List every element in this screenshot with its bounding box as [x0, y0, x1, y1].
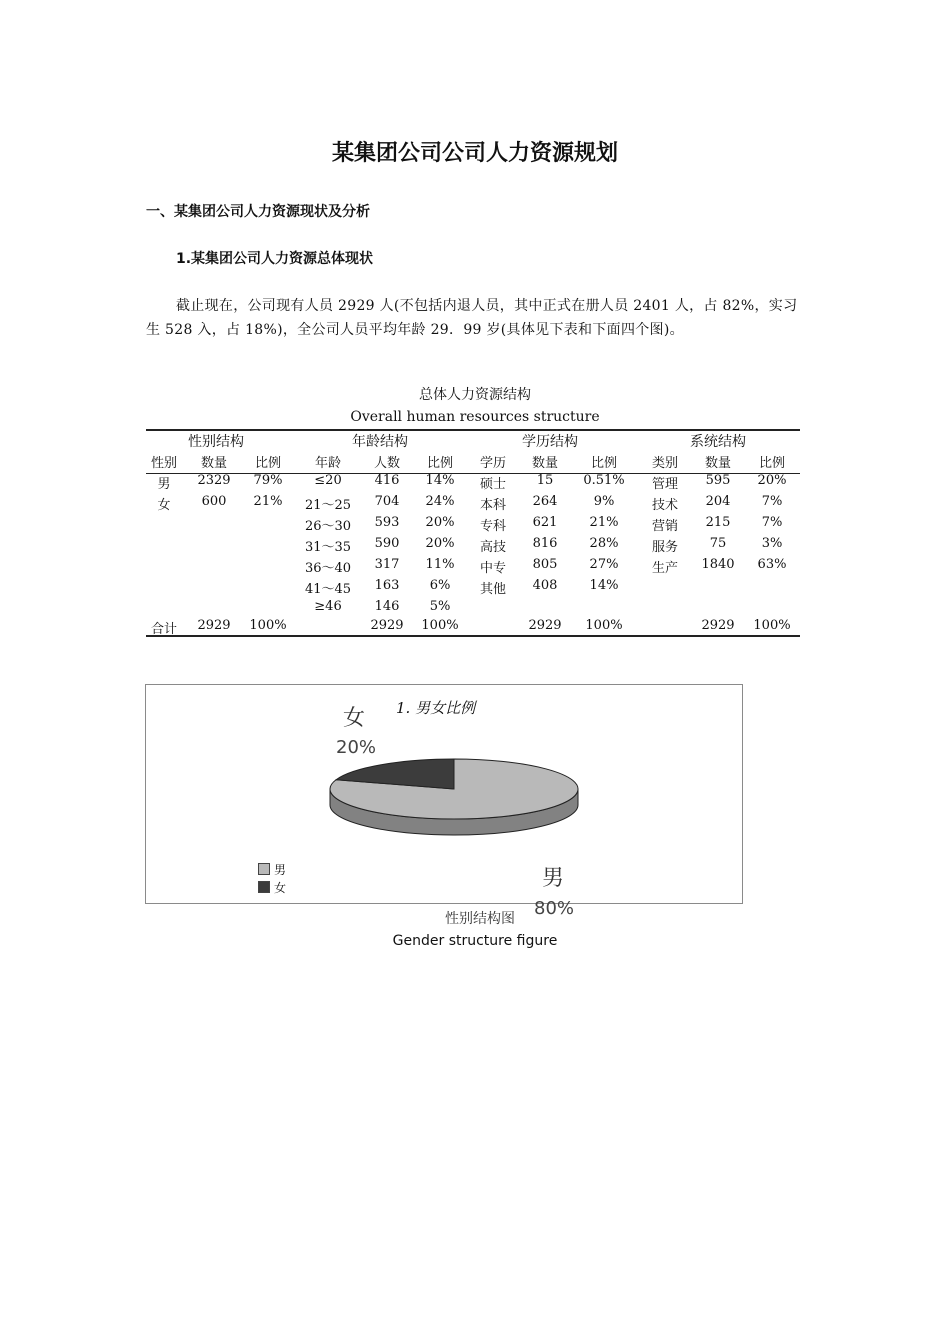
page-title: 某集团公司公司人力资源规划 [331, 141, 618, 166]
table-cell: 服务 [651, 540, 678, 555]
table-cell: 21% [253, 494, 283, 509]
table-group-header: 学历结构 [522, 434, 578, 450]
table-cell: 6% [429, 578, 451, 593]
table-total-cell: 合计 [150, 622, 177, 637]
male-label: 男 [542, 866, 565, 891]
table-cell: 15 [536, 473, 554, 488]
legend-item-female: 女 [258, 879, 286, 897]
table-cell: 146 [374, 599, 400, 614]
table-total-cell: 2929 [370, 618, 404, 633]
table-cell: 215 [705, 515, 731, 530]
pie-graphic [146, 685, 742, 903]
table-cell: 专科 [479, 519, 506, 534]
table-cell: 硕士 [479, 477, 506, 492]
section-heading: 一、某集团公司人力资源现状及分析 [146, 204, 370, 220]
table-cell: 营销 [651, 519, 678, 534]
table-cell: 63% [757, 557, 787, 572]
figure-caption-cn: 性别结构图 [445, 911, 515, 927]
table-cell: ≥46 [314, 599, 342, 614]
table-cell: 7% [761, 494, 783, 509]
table-column-header: 数量 [531, 456, 558, 471]
figure-caption-en: Gender structure figure [392, 933, 558, 949]
table-cell: 9% [593, 494, 615, 509]
table-column-header: 性别 [150, 456, 177, 471]
male-percent: 80% [534, 898, 575, 919]
table-total-cell: 2929 [528, 618, 562, 633]
chart-title: 1. 男女比例 [396, 699, 476, 717]
table-cell: 317 [374, 557, 400, 572]
table-total-cell: 100% [249, 618, 287, 633]
table-cell: 2329 [197, 473, 231, 488]
table-cell: ≤20 [314, 473, 342, 488]
table-cell: 3% [761, 536, 783, 551]
table-caption-en: Overall human resources structure [350, 409, 600, 425]
table-column-header: 类别 [651, 456, 678, 471]
table-cell: 41～45 [304, 582, 352, 597]
table-column-header: 人数 [373, 456, 400, 471]
table-column-header: 年龄 [314, 456, 341, 471]
table-cell: 女 [157, 498, 171, 513]
table-column-header: 学历 [479, 456, 506, 471]
table-cell: 本科 [479, 498, 506, 513]
table-cell: 28% [589, 536, 619, 551]
table-cell: 75 [709, 536, 727, 551]
table-cell: 11% [425, 557, 455, 572]
female-percent: 20% [336, 737, 377, 758]
table-cell: 管理 [651, 477, 678, 492]
table-total-cell: 100% [585, 618, 623, 633]
table-cell: 416 [374, 473, 400, 488]
table-cell: 高技 [479, 540, 506, 555]
table-caption-cn: 总体人力资源结构 [419, 387, 531, 403]
female-label: 女 [343, 706, 366, 731]
table-cell: 7% [761, 515, 783, 530]
table-cell: 20% [425, 515, 455, 530]
table-cell: 生产 [651, 561, 678, 576]
table-group-header: 年龄结构 [352, 434, 408, 450]
table-cell: 24% [425, 494, 455, 509]
table-column-header: 比例 [590, 456, 617, 471]
table-group-header: 性别结构 [188, 434, 244, 450]
table-cell: 36～40 [304, 561, 352, 576]
table-column-header: 比例 [254, 456, 281, 471]
table-cell: 14% [425, 473, 455, 488]
legend-swatch-male [258, 863, 270, 875]
table-cell: 0.51% [583, 473, 625, 488]
table-total-cell: 2929 [701, 618, 735, 633]
table-bottom-rule [146, 635, 800, 637]
table-cell: 14% [589, 578, 619, 593]
table-cell: 600 [201, 494, 227, 509]
table-cell: 27% [589, 557, 619, 572]
table-cell: 163 [374, 578, 400, 593]
table-column-header: 数量 [704, 456, 731, 471]
table-cell: 816 [532, 536, 558, 551]
table-cell: 704 [374, 494, 400, 509]
table-cell: 621 [532, 515, 558, 530]
table-cell: 中专 [479, 561, 506, 576]
body-paragraph: 截止现在，公司现有人员 2929 人(不包括内退人员，其中正式在册人员 2401 人，占 82%，实习生 528 入，占 18%)，全公司人员平均年龄 29．99 岁(具体见下表和下面四个图)。 [146, 298, 798, 338]
table-column-header: 比例 [426, 456, 453, 471]
table-cell: 264 [532, 494, 558, 509]
table-cell: 技术 [651, 498, 678, 513]
table-cell: 5% [429, 599, 451, 614]
table-total-cell: 100% [421, 618, 459, 633]
table-cell: 595 [705, 473, 731, 488]
table-cell: 805 [532, 557, 558, 572]
table-cell: 男 [157, 477, 171, 492]
table-cell: 21% [589, 515, 619, 530]
legend-swatch-female [258, 881, 270, 893]
table-total-cell: 100% [753, 618, 791, 633]
table-cell: 20% [425, 536, 455, 551]
table-cell: 26～30 [304, 519, 352, 534]
table-cell: 590 [374, 536, 400, 551]
table-group-header: 系统结构 [690, 434, 746, 450]
table-cell: 79% [253, 473, 283, 488]
chart-legend [258, 861, 286, 897]
table-cell: 1840 [701, 557, 735, 572]
table-cell: 21～25 [304, 498, 352, 513]
table-total-cell: 2929 [197, 618, 231, 633]
table-cell: 20% [757, 473, 787, 488]
table-cell: 593 [374, 515, 400, 530]
table-cell: 31～35 [304, 540, 352, 555]
gender-pie-chart [145, 684, 743, 904]
table-cell: 其他 [479, 582, 506, 597]
subsection-heading: 1.某集团公司人力资源总体现状 [176, 251, 374, 267]
table-column-header: 数量 [200, 456, 227, 471]
table-cell: 204 [705, 494, 731, 509]
table-cell: 408 [532, 578, 558, 593]
legend-item-male: 男 [258, 861, 286, 879]
table-column-header: 比例 [758, 456, 785, 471]
